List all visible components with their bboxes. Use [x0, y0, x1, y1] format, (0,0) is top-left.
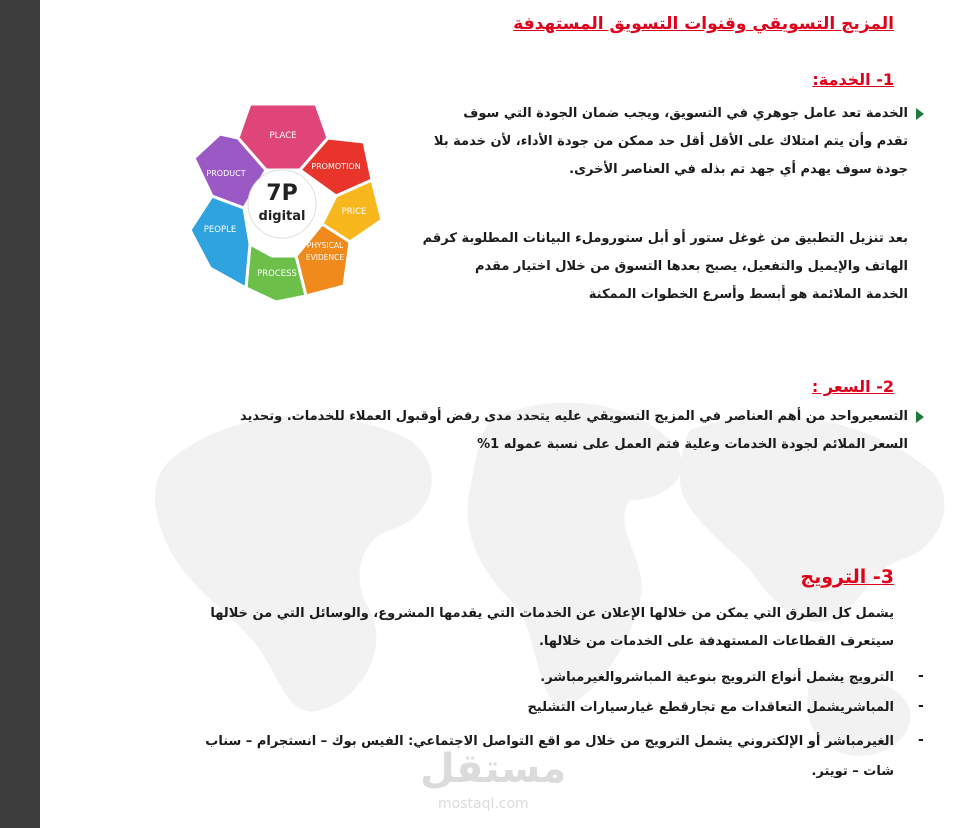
text-line: التسعيرواحد من أهم العناصر في المزيج التسويقي عليه يتحدد مدى رفض أوقبول العملاء للخدمات. وتحديد — [239, 409, 908, 424]
watermark-latin-text: mostaql.com — [438, 796, 529, 812]
green-triangle-bullet-icon — [916, 411, 924, 423]
promotion-list-item: الغيرمباشر أو الإلكتروني يشمل الترويج من خلال مو اقع التواصل الاجتماعي: الفيس بوك – انستجرام – سناب — [205, 734, 894, 749]
text-line: الخدمة الملائمة هو أبسط وأسرع الخطوات الممكنة — [588, 287, 908, 302]
segment-label: PRICE — [341, 207, 367, 217]
green-triangle-bullet-icon — [916, 108, 924, 120]
promotion-list-item: المباشريشمل التعاقدات مع تجارقطع غيارسيارات التشليح — [527, 700, 894, 715]
center-word-digital: digital — [258, 209, 306, 224]
text-line: يشمل كل الطرق التي يمكن من خلالها الإعلان عن الخدمات التي يقدمها المشروع، والوسائل التي من خلالها — [210, 606, 894, 621]
price-paragraph — [208, 403, 908, 459]
segment-label: PLACE — [269, 131, 297, 141]
text-line: الهاتف والإيميل والتفعيل، يصبح بعدها التسوق من خلال اختيار مقدم — [474, 259, 908, 274]
segment-people — [190, 196, 250, 288]
center-logo-7p: 7P — [266, 181, 298, 206]
text-line: بعد تنزيل التطبيق من غوغل ستور أو أبل ستوروملء البيانات المطلوبة كرقم — [422, 231, 908, 246]
dash-bullet-icon: - — [918, 698, 924, 714]
segment-label: EVIDENCE — [305, 253, 345, 262]
segment-label: PHYSICAL — [306, 241, 344, 250]
text-line: الخدمة تعد عامل جوهري في التسويق، ويجب ضمان الجودة التي سوف — [463, 106, 908, 121]
section-promotion-heading: 3- الترويج — [800, 566, 894, 588]
text-line: جودة سوف يهدم أي جهد تم بذله في العناصر الأخرى. — [569, 162, 908, 177]
mostaql-watermark-logo — [420, 746, 590, 820]
segment-label: PROMOTION — [311, 162, 361, 171]
section-service-heading: 1- الخدمة: — [812, 70, 894, 89]
viewer-left-margin — [0, 0, 40, 828]
service-paragraph-1 — [433, 100, 908, 184]
text-line: سيتعرف القطاعات المستهدفة على الخدمات من خلالها. — [538, 634, 894, 649]
text-line: تقدم وأن يتم امتلاك على الأقل أقل حد ممكن من جودة الأداء، لأن خدمة بلا — [433, 134, 908, 149]
segment-label: PROCESS — [257, 269, 297, 279]
segment-label: PEOPLE — [203, 225, 237, 235]
document-title: المزيج التسويقي وقنوات التسويق المستهدفة — [513, 14, 894, 34]
document-page — [40, 0, 958, 828]
service-paragraph-2 — [422, 225, 908, 309]
dash-bullet-icon: - — [918, 732, 924, 748]
dash-bullet-icon: - — [918, 668, 924, 684]
text-line: السعر الملائم لجودة الخدمات وعلية فتم العمل على نسبة عموله 1% — [477, 437, 908, 452]
promotion-list-item: الترويج يشمل أنواع الترويج بنوعية المباشروالغيرمباشر. — [540, 670, 894, 685]
section-price-heading: 2- السعر : — [811, 377, 894, 396]
marketing-mix-7p-diagram — [180, 96, 385, 306]
segment-label: PRODUCT — [206, 169, 246, 178]
promotion-intro-paragraph — [194, 600, 894, 656]
watermark-arabic-text: مستقل — [420, 746, 567, 792]
promotion-list-item-continuation: شات – تويتر. — [811, 764, 894, 779]
